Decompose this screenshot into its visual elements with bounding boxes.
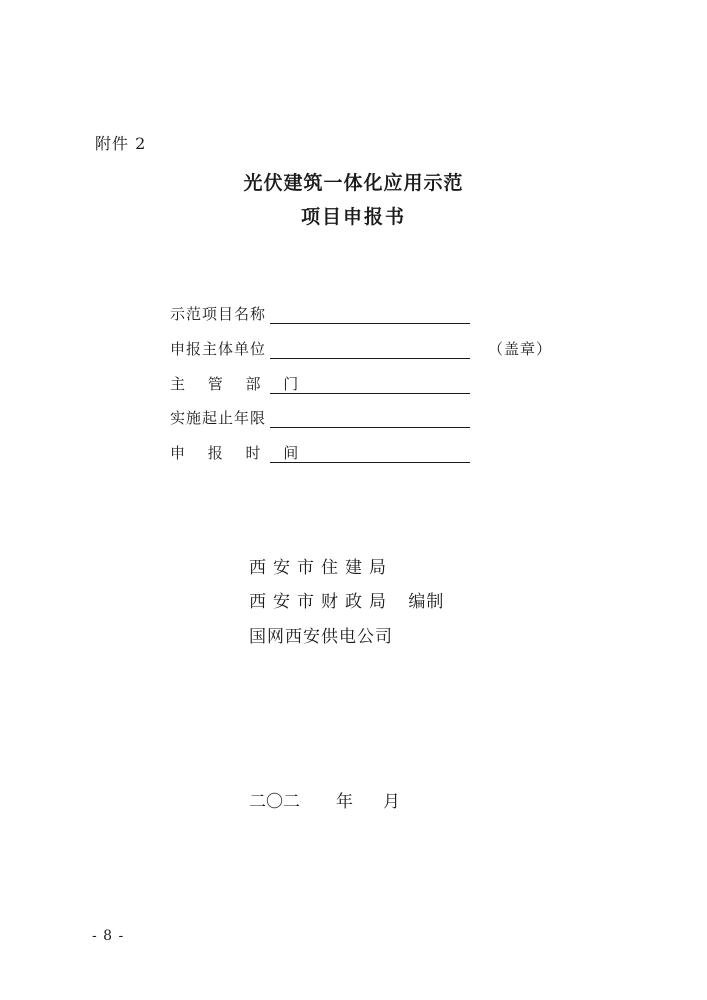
- issuer-name: 国网西安供电公司: [249, 627, 393, 647]
- document-subtitle: 项目申报书: [300, 206, 406, 228]
- form-label: 实施起止年限: [170, 409, 267, 427]
- period-field[interactable]: [270, 409, 470, 428]
- compiled-note: 编制: [408, 592, 445, 612]
- issuer-line: [249, 622, 393, 647]
- page-number: - 8 -: [92, 928, 125, 944]
- issuer-name: 西安市住建局: [249, 558, 393, 578]
- form-label: 示范项目名称: [170, 305, 267, 323]
- form-label: 主 管 部 门: [170, 375, 308, 393]
- form-row-date: [170, 441, 470, 463]
- applicant-field[interactable]: [270, 340, 470, 359]
- department-field[interactable]: [270, 375, 470, 394]
- year-unit: 年: [336, 792, 353, 812]
- issuer-line: [249, 587, 444, 612]
- form-label: 申报主体单位: [170, 340, 267, 358]
- issuer-name: 西安市财政局: [249, 592, 393, 612]
- seal-note: （盖章）: [488, 340, 553, 358]
- form-row-applicant: [170, 337, 552, 359]
- form-row-project-name: [170, 302, 470, 324]
- form-row-period: [170, 406, 470, 428]
- document-title: 光伏建筑一体化应用示范: [243, 172, 464, 194]
- issuer-line: [249, 553, 393, 578]
- attachment-label: 附件 2: [95, 134, 147, 153]
- project-name-field[interactable]: [270, 305, 470, 324]
- compile-date: [249, 787, 400, 812]
- form-label: 申 报 时 间: [170, 444, 308, 462]
- month-unit: 月: [383, 792, 400, 812]
- application-date-field[interactable]: [270, 444, 470, 463]
- form-row-department: [170, 372, 470, 394]
- year-prefix: 二〇二: [249, 792, 300, 812]
